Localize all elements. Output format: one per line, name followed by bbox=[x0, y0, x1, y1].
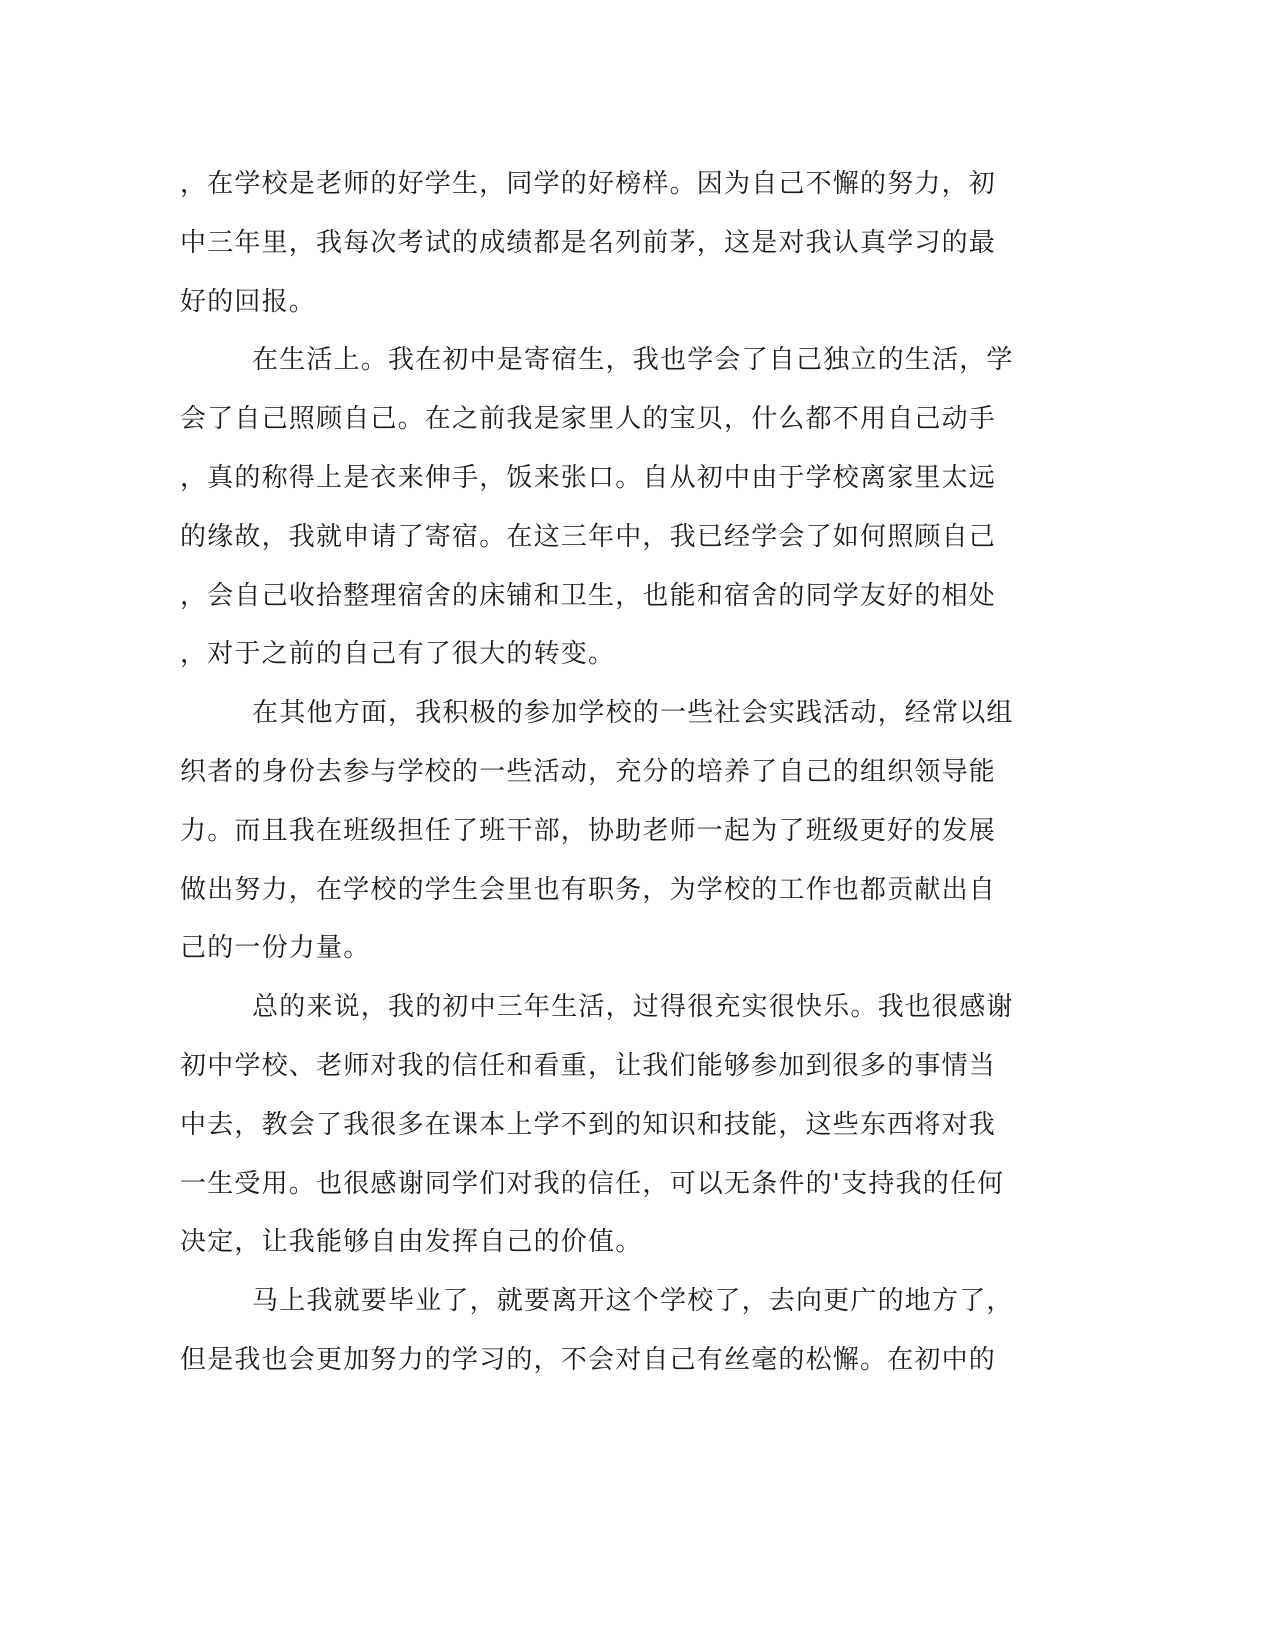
text-line: 的缘故，我就申请了寄宿。在这三年中，我已经学会了如何照顾自己 bbox=[180, 521, 997, 552]
text-line: 织者的身份去参与学校的一些活动，充分的培养了自己的组织领导能 bbox=[180, 756, 997, 787]
text-line: 中去，教会了我很多在课本上学不到的知识和技能，这些东西将对我 bbox=[180, 1109, 997, 1140]
text-line: ，真的称得上是衣来伸手，饭来张口。自从初中由于学校离家里太远 bbox=[180, 462, 997, 493]
text-line: 一生受用。也很感谢同学们对我的信任，可以无条件的'支持我的任何 bbox=[180, 1168, 1005, 1199]
document-body bbox=[180, 155, 1030, 1390]
paragraph-start-line: 总的来说，我的初中三年生活，过得很充实很快乐。我也很感谢 bbox=[252, 992, 1014, 1023]
text-line: ，会自己收拾整理宿舍的床铺和卫生，也能和宿舍的同学友好的相处 bbox=[180, 580, 997, 611]
text-line: 力。而且我在班级担任了班干部，协助老师一起为了班级更好的发展 bbox=[180, 815, 997, 846]
text-line: ，在学校是老师的好学生，同学的好榜样。因为自己不懈的努力，初 bbox=[180, 169, 997, 199]
text-line: 但是我也会更加努力的学习的，不会对自己有丝毫的松懈。在初中的 bbox=[180, 1344, 997, 1375]
text-line: 决定，让我能够自由发挥自己的价值。 bbox=[180, 1227, 643, 1258]
text-line: 好的回报。 bbox=[180, 286, 317, 317]
text-line: 中三年里，我每次考试的成绩都是名列前茅，这是对我认真学习的最 bbox=[180, 227, 997, 258]
paragraph-start-line: 在生活上。我在初中是寄宿生，我也学会了自己独立的生活，学 bbox=[252, 345, 1014, 376]
paragraph-start-line: 在其他方面，我积极的参加学校的一些社会实践活动，经常以组 bbox=[252, 698, 1014, 729]
text-line: ，对于之前的自己有了很大的转变。 bbox=[180, 639, 616, 670]
text-line: 初中学校、老师对我的信任和看重，让我们能够参加到很多的事情当 bbox=[180, 1050, 997, 1081]
text-line: 己的一份力量。 bbox=[180, 933, 371, 964]
text-line: 会了自己照顾自己。在之前我是家里人的宝贝，什么都不用自己动手 bbox=[180, 404, 997, 435]
text-line: 做出努力，在学校的学生会里也有职务，为学校的工作也都贡献出自 bbox=[180, 874, 997, 905]
paragraph-start-line: 马上我就要毕业了，就要离开这个学校了，去向更广的地方了， bbox=[252, 1286, 1014, 1317]
